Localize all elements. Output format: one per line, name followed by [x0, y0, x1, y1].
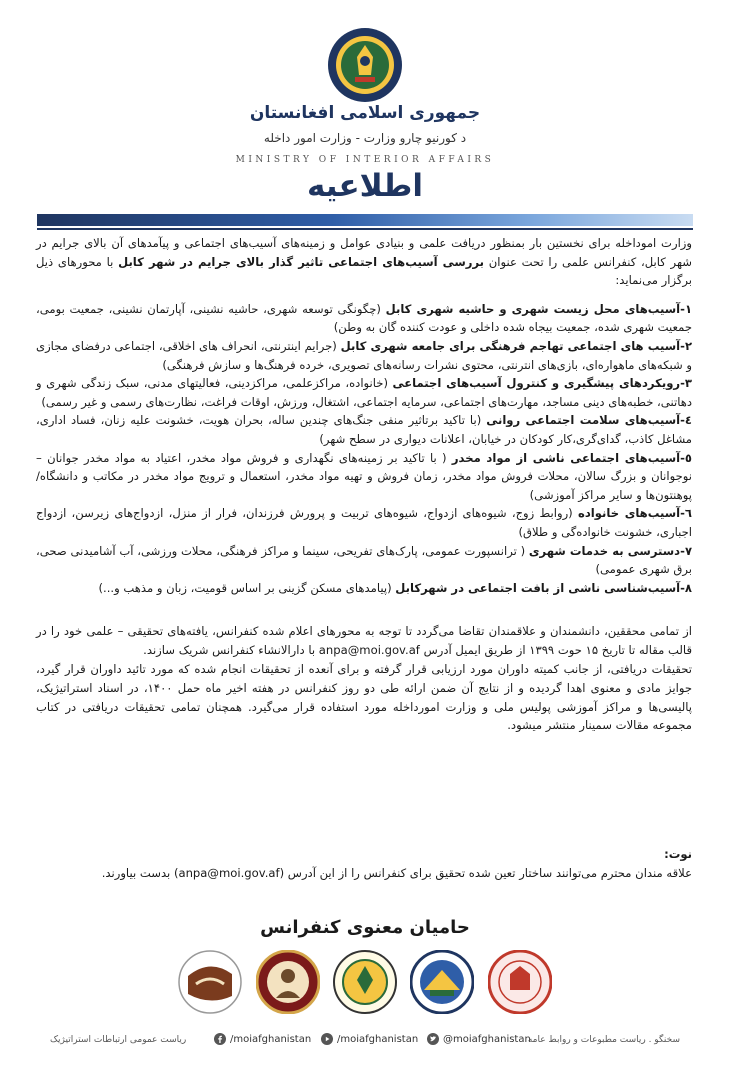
list-item: ٦-آسیب‌های خانواده (روابط زوج، شیوه‌های ازدواج، شیوه‌های تربیت و پرورش فرزندان، فرار از منزل، ازدواج‌های زیرسن، ازدواج اجباری، خشونت خانواده‌گی و طلاق) [36, 506, 692, 539]
ministry-english-title: MINISTRY OF INTERIOR AFFAIRS [235, 155, 495, 165]
ministry-subtitle: د کورنیو چارو وزارت - وزارت امور داخله [263, 131, 467, 145]
twitter-link[interactable]: @moiafghanistan [427, 1033, 531, 1045]
evaluation-paragraph: تحقیقات دریافتی، از جانب کمیته داوران مورد ارزیابی قرار گرفته و برای آنعده از تحقیقات انجام شده که مورد تائید داوران قرار گیرد، جوایز مادی و معنوی اهدا گردیده و از نتایج آن ضمن ارائه طی دو روز کنفرانس در هفته اخیر ماه حمل ۱۴۰۰، در اسناد استراتیژیک، پالیسی‌ها و مراکز آموزشی پولیس ملی و وزارت امورداخله مورد استفاده قرار می‌گیرد. همچنان تمامی تحقیقات دریافتی در کتاب مجموعه مقالات سمینار منتشر میشود. [36, 662, 692, 733]
footer [30, 1033, 700, 1049]
footer-directorate: ریاست عمومی ارتباطات استراتیژیک [50, 1035, 187, 1045]
avicenna-university-logo [256, 950, 320, 1014]
list-item: ۷-دسترسی به خدمات شهری ( ترانسپورت عمومی، پارک‌های تفریحی، سینما و مراکز فرهنگی، محلات ورزشی، آب آشامیدنی صحی، برق شهری عمومی) [36, 543, 693, 577]
note-text: علاقه مندان محترم می‌توانند ساختار تعین شده تحقیق برای کنفرانس را از این آدرس (anpa@moi.gov.af) بدست بیاورند. [101, 865, 692, 880]
ministry-seal-logo [327, 27, 403, 103]
note-label: نوت: [664, 847, 692, 861]
culture-art-logo [178, 950, 242, 1014]
header-color-band [37, 214, 693, 226]
footer-spokesperson: سخنگو . ریاست مطبوعات و روابط عامه [527, 1035, 680, 1045]
conference-title: بررسی آسیب‌های اجتماعی تاثیر گذار بالای جرایم در شهر کابل [118, 254, 485, 269]
list-item: ۱-آسیب‌های محل زیست شهری و حاشیه شهری کابل (چگونگی توسعه شهری، حاشیه نشینی، آپارتمان نشینی، جمعیت بومی، جمعیت شهری شده، جمعیت بیجاه شده داخلی و عودت کننده گان به وطن) [36, 301, 693, 335]
list-item: ۲-آسیب های اجتماعی تهاجم فرهنگی برای جامعه شهری کابل (جرایم اینترنتی، انحراف های اخلاقی، اجتماعی درفضای مجازی و شبکه‌های ماهواره‌ای، بازی‌های انترنتی، محتوی نشرات رسانه‌های تصویری، خرده فرهنگ‌ها و سازش فرهنگی) [36, 338, 693, 372]
axis-list [36, 300, 692, 598]
kabul-polytechnic-logo [410, 950, 474, 1014]
notice-heading: اطلاعیه [307, 168, 423, 204]
notice-body [36, 234, 692, 735]
call-paragraph: از تمامی محققین، دانشمندان و علاقمندان تقاضا می‌گردد تا توجه به محورهای اعلام شده کنفرانس، یافته‌های تحقیقی – علمی خود را در قالب مقاله تا تاریخ ۱۵ حوت ۱۳۹۹ از طریق ایمیل آدرس anpa@moi.gov.af با دارالانشاء کنفرانس شریک سازند. [36, 624, 692, 657]
sponsors-title: حامیان معنوی کنفرانس [260, 917, 470, 938]
youtube-link[interactable]: /moiafghanistan [321, 1033, 418, 1045]
header-divider [37, 228, 693, 230]
twitter-icon [427, 1033, 439, 1045]
list-item: ۳-رویکردهای پیشگیری و کنترول آسیب‌های اجتماعی (خانواده، مراکزعلمی، مراکزدینی، فعالیتهای مدنی، سبک زندگی شهری و دهاتنی، خطبه‌های دینی مساجد، مهارت‌های اجتماعی، سرمایه اجتماعی، اشتغال، ورزش، اوقات فراغت، نظارت‌های رسمی و غیر رسمی) [36, 376, 692, 409]
facebook-icon [214, 1033, 226, 1045]
list-item: ۸-آسیب‌شناسی ناشی از بافت اجتماعی در شهرکابل (پیامدهای مسکن گزینی بر اساس قومیت، زبان و مذهب و...) [98, 580, 692, 595]
intro-paragraph: وزارت اموداخله برای نخستین بار بمنظور دریافت علمی و بنیادی عوامل و زمینه‌های آسیب‌های اجتماعی و پیآمدهای آن بالای جرایم در شهر کابل، کنفرانس علمی را تحت عنوان بررسی آسیب‌های اجتماعی تاثیر گذار بالای جرایم در شهر کابل با محورهای ذیل برگزار می‌نماید: [36, 236, 693, 288]
list-item: ٤-آسیب‌های سلامت اجتماعی روانی (با تاکید برتاثیر منفی جنگ‌های چندین ساله، بحران هویت، خشونت علیه زنان، فساد اداری، مشاغل کاذب، گدای‌گری،کار کودکان در خیابان، اعلانات دیواری در سطح شهر) [36, 413, 692, 446]
facebook-link[interactable]: /moiafghanistan [214, 1033, 311, 1045]
kabul-municipality-logo [488, 950, 552, 1014]
list-item: ٥-آسیب‌های اجتماعی ناشی از مواد مخدر ( با تاکید بر زمینه‌های نگهداری و فروش مواد مخدر، اعتیاد به مواد مخدر جوانان – نوجوانان و بزرگ سالان، محلات فروش مواد مخدر، زمان فروش و تهیه مواد مخدر، استعمال و ترویج مواد مخدر در مکاتب و دانشگاه/پوهنتون‌ها و سایر مراکز آموزشی) [36, 450, 692, 502]
police-academy-logo [333, 950, 397, 1014]
country-title: جمهوری اسلامی افغانستان [249, 103, 481, 123]
note-block [36, 845, 692, 882]
youtube-icon [321, 1033, 333, 1045]
